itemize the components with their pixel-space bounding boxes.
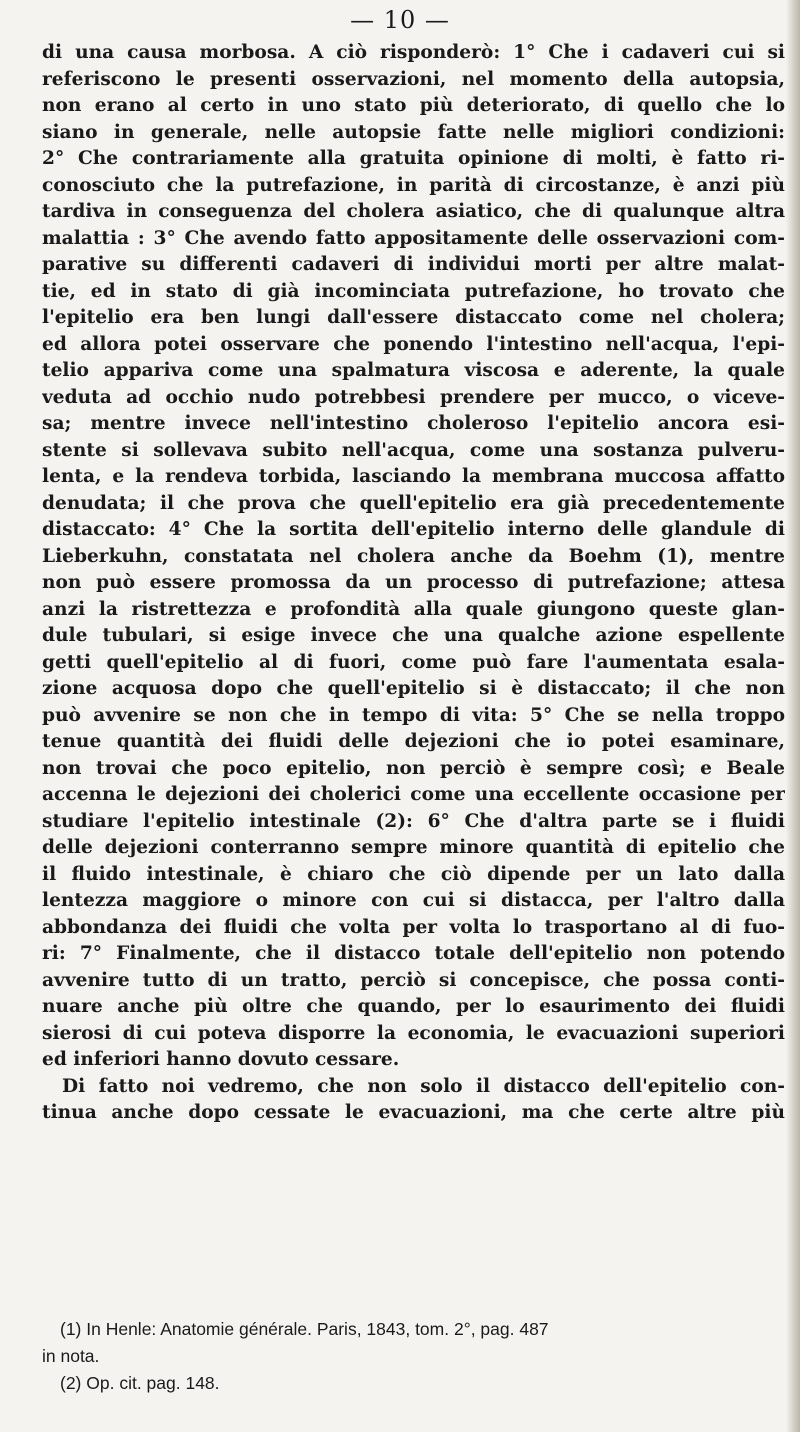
body-text <box>42 40 785 1127</box>
text-line: avvenire tutto di un tratto, perciò si concepisce, che possa conti- <box>42 969 785 991</box>
text-line: veduta ad occhio nudo potrebbesi prendere per mucco, o viceve- <box>42 386 785 408</box>
footnote-1: (1) In Henle: Anatomie générale. Paris, 1843, tom. 2°, pag. 487 <box>60 1319 549 1339</box>
text-line: non erano al certo in uno stato più deteriorato, di quello che lo <box>42 95 785 116</box>
text-line: distaccato: 4° Che la sortita dell'epitelio interno delle glandule di <box>42 519 785 540</box>
text-line: anzi la ristrettezza e profondità alla quale giungono queste glan- <box>42 598 785 620</box>
text-line: tie, ed in stato di già incominciata putrefazione, ho trovato che <box>42 280 785 302</box>
text-line: tardiva in conseguenza del cholera asiatico, che di qualunque altra <box>42 201 785 222</box>
text-line: zione acquosa dopo che quell'epitelio si è distaccato; il che non <box>42 678 785 699</box>
text-line: 2° Che contrariamente alla gratuita opinione di molti, è fatto ri- <box>42 148 785 169</box>
text-line: ri: 7° Finalmente, che il distacco totale dell'epitelio non potendo <box>42 943 785 964</box>
page-edge-shadow <box>786 0 800 1432</box>
text-line: stente si sollevava subito nell'acqua, come una sostanza pulveru- <box>42 439 785 461</box>
text-line: sierosi di cui poteva disporre la economia, le evacuazioni superiori <box>42 1022 785 1044</box>
text-line: lenta, e la rendeva torbida, lasciando la membrana muccosa affatto <box>42 466 785 487</box>
text-line: non trovai che poco epitelio, non perciò è sempre così; e Beale <box>42 757 785 779</box>
text-line: conosciuto che la putrefazione, in parità di circostanze, è anzi più <box>42 174 785 196</box>
text-line: il fluido intestinale, è chiaro che ciò dipende per un lato dalla <box>42 863 785 885</box>
text-line: ed allora potei osservare che ponendo l'intestino nell'acqua, l'epi- <box>42 333 785 355</box>
text-line: lentezza maggiore o minore con cui si distacca, per l'altro dalla <box>42 890 785 911</box>
text-line: l'epitelio era ben lungi dall'essere distaccato come nel cholera; <box>42 307 785 328</box>
text-line: tinua anche dopo cessate le evacuazioni, ma che certe altre più <box>42 1102 785 1123</box>
text-line: getti quell'epitelio al di fuori, come può fare l'aumentata esala- <box>42 651 785 673</box>
text-line: denudata; il che prova che quell'epitelio era già precedentemente <box>42 492 785 514</box>
text-line: non può essere promossa da un processo di putrefazione; attesa <box>42 572 785 593</box>
text-line: delle dejezioni conterranno sempre minore quantità di epitelio che <box>42 837 785 858</box>
text-line: studiare l'epitelio intestinale (2): 6° Che d'altra parte se i fluidi <box>42 810 785 832</box>
footnote-2: (2) Op. cit. pag. 148. <box>60 1373 220 1393</box>
text-line: tenue quantità dei fluidi delle dejezioni che io potei esaminare, <box>42 731 785 752</box>
footnote-1-continuation: in nota. <box>42 1346 100 1366</box>
text-line: dule tubulari, si esige invece che una qualche azione espellente <box>42 625 785 646</box>
text-line: accenna le dejezioni dei cholerici come una eccellente occasione per <box>42 784 785 805</box>
text-line: di una causa morbosa. A ciò risponderò: 1° Che i cadaveri cui si <box>42 42 785 63</box>
text-line: ed inferiori hanno dovuto cessare. <box>42 1049 400 1070</box>
text-line: Di fatto noi vedremo, che non solo il distacco dell'epitelio con- <box>62 1075 785 1097</box>
text-line: siano in generale, nelle autopsie fatte nelle migliori condizioni: <box>42 121 785 143</box>
text-line: Lieberkuhn, constatata nel cholera anche da Boehm (1), mentre <box>42 545 785 567</box>
footnotes <box>42 1316 785 1397</box>
text-line: referiscono le presenti osservazioni, nel momento della autopsia, <box>42 68 785 90</box>
text-line: parative su differenti cadaveri di individui morti per altre malat- <box>42 254 785 275</box>
text-line: telio appariva come una spalmatura viscosa e aderente, la quale <box>42 360 785 381</box>
text-line: può avvenire se non che in tempo di vita: 5° Che se nella troppo <box>42 704 785 726</box>
page-number: — 10 — <box>350 6 450 34</box>
text-line: malattia : 3° Che avendo fatto appositamente delle osservazioni com- <box>42 227 785 249</box>
text-line: nuare anche più oltre che quando, per lo esaurimento dei fluidi <box>42 996 785 1017</box>
text-line: abbondanza dei fluidi che volta per volta lo trasportano al di fuo- <box>42 916 785 938</box>
text-line: sa; mentre invece nell'intestino choleroso l'epitelio ancora esi- <box>42 413 785 434</box>
